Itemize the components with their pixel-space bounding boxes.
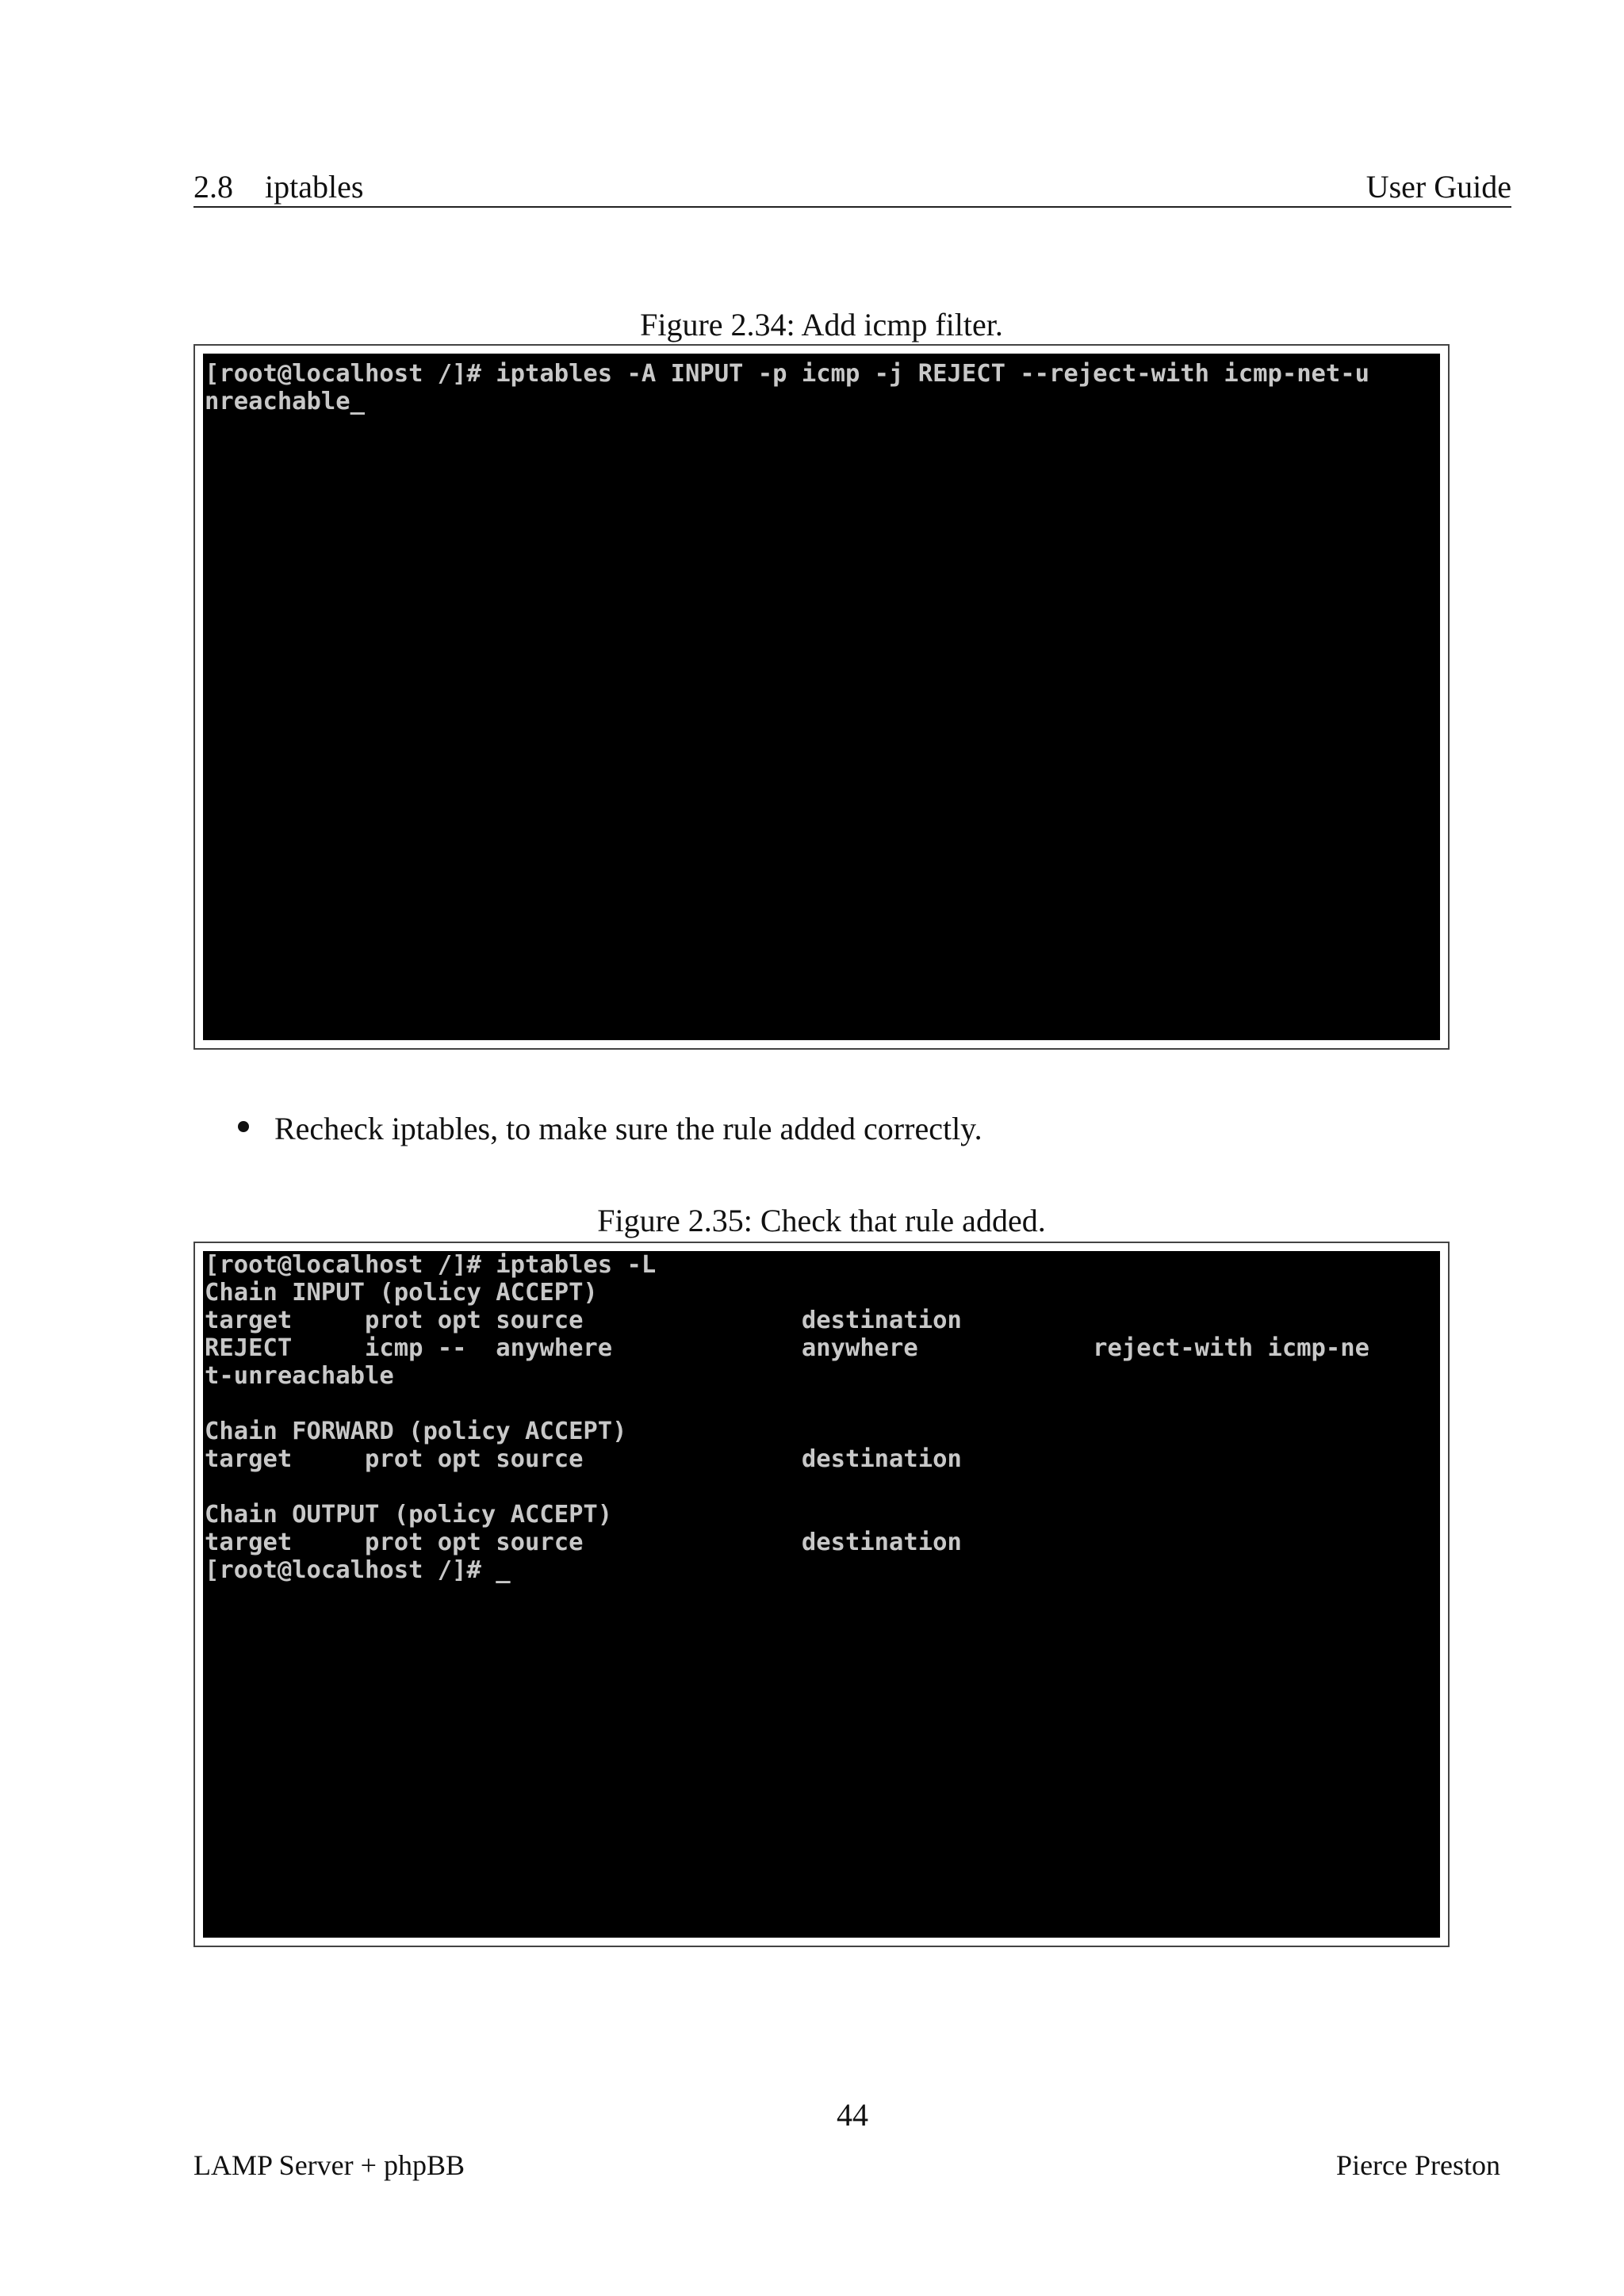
header-section — [193, 168, 363, 205]
terminal-line: target prot opt source destination — [205, 1445, 962, 1473]
terminal-screen-2 — [203, 1251, 1440, 1938]
header-guide-label: User Guide — [1365, 169, 1511, 205]
page-number: 44 — [837, 2097, 868, 2133]
figure-screenshot-2-35 — [193, 1242, 1450, 1947]
bullet-text: Recheck iptables, to make sure the rule added correctly. — [274, 1111, 982, 1146]
terminal-line: t-unreachable — [205, 1362, 394, 1390]
figure-screenshot-2-34 — [193, 344, 1450, 1050]
footer-title: LAMP Server + phpBB — [193, 2149, 465, 2181]
footer-author: Pierce Preston — [1336, 2149, 1500, 2181]
terminal-screen-1 — [203, 354, 1440, 1040]
terminal-line: Chain FORWARD (policy ACCEPT) — [205, 1418, 627, 1445]
terminal-line: REJECT icmp -- anywhere anywhere reject-with icmp-ne — [205, 1334, 1370, 1362]
header-section-title: iptables — [265, 169, 364, 205]
running-header — [193, 165, 1511, 208]
figure-caption-2-34: Figure 2.34: Add icmp filter. — [640, 307, 1003, 342]
terminal-line: nreachable_ — [205, 388, 365, 415]
terminal-line: [root@localhost /]# iptables -A INPUT -p icmp -j REJECT --reject-with icmp-net-u — [205, 360, 1370, 388]
terminal-line: target prot opt source destination — [205, 1529, 962, 1556]
terminal-line: [root@localhost /]# _ — [205, 1556, 511, 1584]
header-section-number: 2.8 — [193, 169, 233, 205]
figure-caption-2-35: Figure 2.35: Check that rule added. — [597, 1203, 1046, 1238]
terminal-line: Chain INPUT (policy ACCEPT) — [205, 1279, 598, 1307]
bullet-icon — [238, 1121, 249, 1132]
terminal-line: target prot opt source destination — [205, 1307, 962, 1334]
terminal-line: [root@localhost /]# iptables -L — [205, 1251, 657, 1279]
terminal-line: Chain OUTPUT (policy ACCEPT) — [205, 1501, 613, 1529]
